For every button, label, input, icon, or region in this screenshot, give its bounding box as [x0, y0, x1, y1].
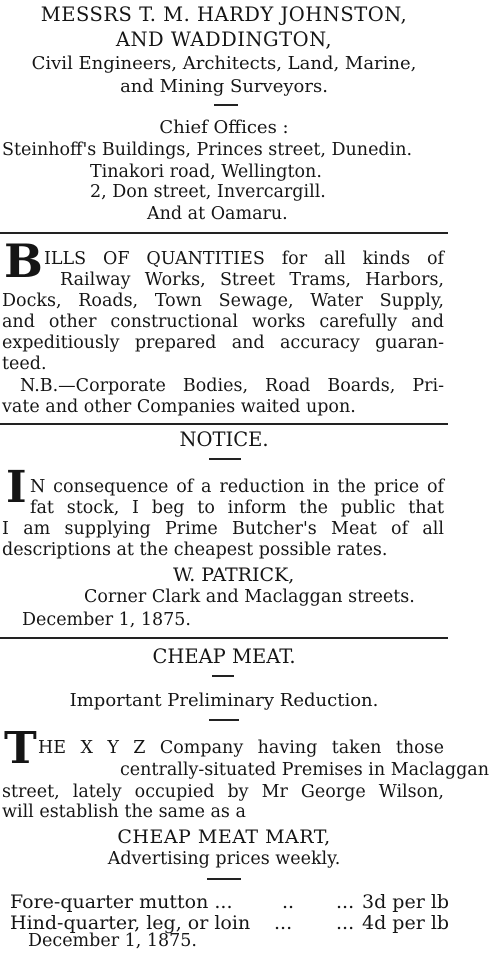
office-invercargill: 2, Don street, Invercargill.	[90, 182, 326, 202]
section-divider	[0, 232, 448, 234]
nb-line1: N.B.—Corporate Bodies, Road Boards, Pri-	[20, 376, 444, 396]
notice-line1: N consequence of a reduction in the price of	[30, 477, 444, 497]
firm-name-line1: MESSRS T. M. HARDY JOHNSTON,	[40, 3, 408, 26]
mart-name: CHEAP MEAT MART,	[117, 826, 331, 848]
notice-line4: descriptions at the cheapest possible rates.	[2, 540, 388, 560]
cheap-meat-line2: centrally-situated Premises in Maclaggan	[120, 760, 489, 780]
nb-line2: vate and other Companies waited upon.	[2, 397, 356, 417]
price-value: 4d per lb	[362, 912, 450, 934]
cheap-meat-date: December 1, 1875.	[28, 931, 197, 951]
price-value: 3d per lb	[362, 891, 450, 913]
cheap-meat-line4: will establish the same as a	[2, 802, 246, 822]
office-oamaru: And at Oamaru.	[147, 204, 288, 224]
body-line2: Railway Works, Street Trams, Harbors,	[60, 270, 444, 290]
office-dunedin: Steinhoff's Buildings, Princes street, Dunedin.	[2, 140, 413, 160]
profession-line2: and Mining Surveyors.	[120, 76, 328, 97]
price-leader: ...	[336, 912, 355, 934]
cheap-meat-line1: HE X Y Z Company having taken those	[38, 738, 444, 758]
notice-heading: NOTICE.	[179, 428, 269, 451]
short-divider	[212, 675, 234, 677]
profession-line1: Civil Engineers, Architects, Land, Marine,	[31, 53, 417, 74]
short-divider	[207, 878, 241, 880]
body-line1: ILLS OF QUANTITIES for all kinds of	[44, 249, 444, 269]
price-item: Hind-quarter, leg, or loin	[10, 912, 251, 934]
drop-cap-i: I	[6, 462, 27, 513]
price-leader: ...	[336, 891, 355, 913]
cheap-meat-line3: street, lately occupied by Mr George Wilson,	[2, 782, 444, 802]
body-line4: and other constructional works carefully and	[2, 312, 444, 332]
section-divider	[0, 637, 448, 639]
short-divider	[209, 458, 241, 460]
signature: W. PATRICK,	[173, 564, 295, 586]
address: Corner Clark and Maclaggan streets.	[84, 587, 415, 607]
body-line5: expeditiously prepared and accuracy guaran-	[2, 333, 444, 353]
price-leader: ...	[274, 912, 293, 934]
short-divider	[214, 104, 238, 106]
cheap-meat-heading: CHEAP MEAT.	[152, 645, 296, 668]
offices-heading: Chief Offices :	[159, 117, 289, 138]
notice-line2: fat stock, I beg to inform the public that	[30, 498, 444, 518]
notice-date: December 1, 1875.	[22, 610, 191, 630]
office-wellington: Tinakori road, Wellington.	[90, 162, 322, 182]
short-divider	[209, 719, 239, 721]
notice-line3: I am supplying Prime Butcher's Meat of all	[2, 519, 444, 539]
firm-name-line2: AND WADDINGTON,	[115, 28, 333, 51]
body-line3: Docks, Roads, Town Sewage, Water Supply,	[2, 291, 444, 311]
price-leader: ..	[282, 891, 295, 913]
price-item: Fore-quarter mutton ...	[10, 891, 233, 913]
drop-cap-b: B	[4, 234, 43, 288]
section-divider	[0, 423, 448, 425]
drop-cap-t: T	[4, 723, 37, 774]
mart-note: Advertising prices weekly.	[107, 849, 341, 869]
cheap-meat-subheading: Important Preliminary Reduction.	[69, 690, 379, 711]
body-line6: teed.	[2, 354, 47, 374]
